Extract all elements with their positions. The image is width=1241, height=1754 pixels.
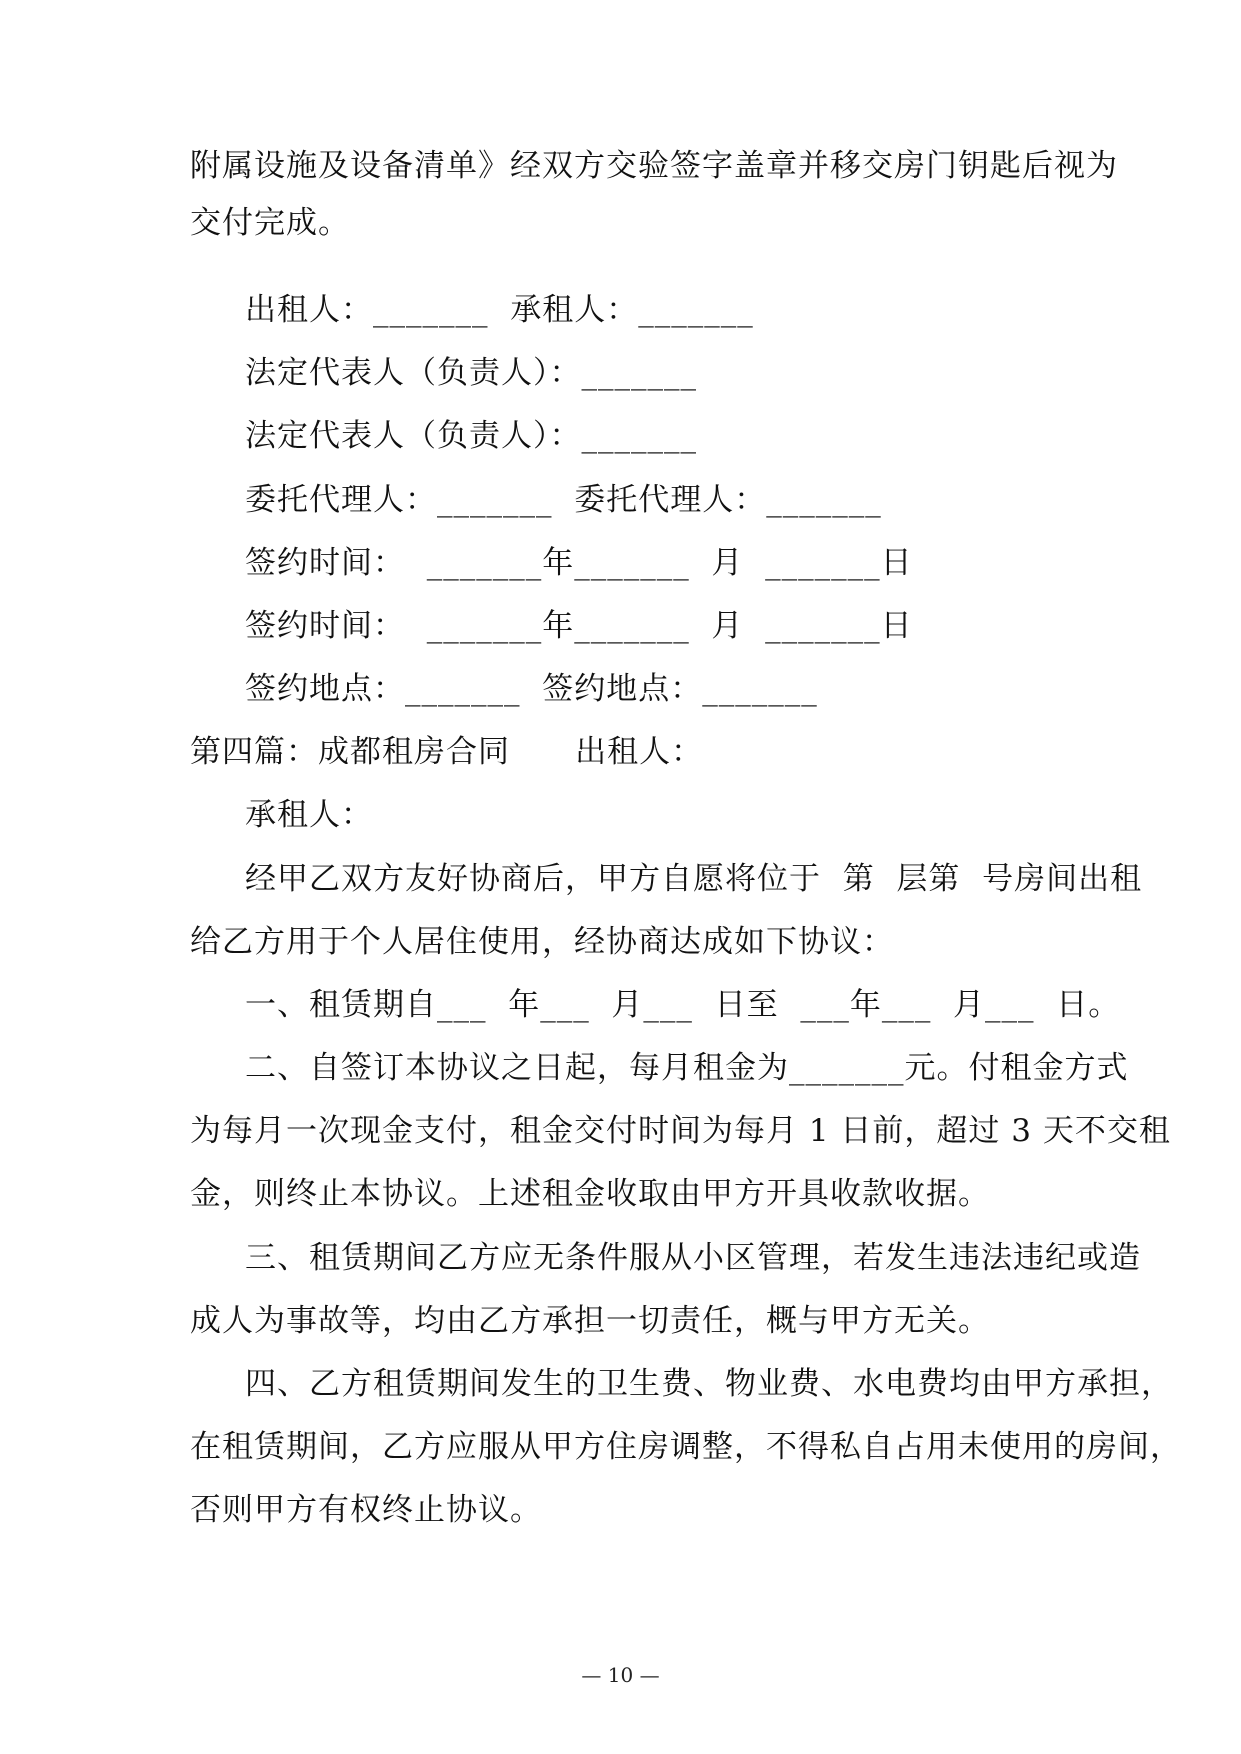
signature-line-legal-rep: 法定代表人（负责人）：_______ [245, 355, 697, 391]
text-line: 附属设施及设备清单》经双方交验签字盖章并移交房门钥匙后视为 [190, 148, 1118, 184]
clause-line: 三、租赁期间乙方应无条件服从小区管理，若发生违法违纪或造 [245, 1240, 1141, 1276]
text-line: 交付完成。 [190, 205, 350, 241]
signature-line-legal-rep: 法定代表人（负责人）：_______ [245, 418, 697, 454]
clause-line: 一、租赁期自___ 年___ 月___ 日至 ___年___ 月___ 日。 [245, 987, 1121, 1023]
signature-line-date: 签约时间： _______年_______ 月 _______日 [245, 545, 913, 581]
text-line: 给乙方用于个人居住使用，经协商达成如下协议： [190, 924, 894, 960]
text-line: 否则甲方有权终止协议。 [190, 1492, 542, 1528]
signature-line-parties: 出租人：_______ 承租人：_______ [245, 292, 754, 328]
text-line: 在租赁期间，乙方应服从甲方住房调整，不得私自占用未使用的房间， [190, 1429, 1182, 1465]
signature-line-agent: 委托代理人：_______ 委托代理人：_______ [245, 482, 882, 518]
text-line: 经甲乙双方友好协商后，甲方自愿将位于 第 层第 号房间出租 [245, 861, 1143, 897]
text-line: 承租人： [245, 797, 373, 833]
clause-line: 四、乙方租赁期间发生的卫生费、物业费、水电费均由甲方承担， [245, 1366, 1173, 1402]
section-heading: 第四篇：成都租房合同 出租人： [190, 734, 704, 770]
text-line: 金，则终止本协议。上述租金收取由甲方开具收款收据。 [190, 1176, 990, 1212]
signature-line-place: 签约地点：_______ 签约地点：_______ [245, 671, 818, 707]
text-line: 成人为事故等，均由乙方承担一切责任，概与甲方无关。 [190, 1303, 990, 1339]
text-line: 为每月一次现金支付，租金交付时间为每月 1 日前，超过 3 天不交租 [190, 1113, 1171, 1149]
page-number: — 10 — [581, 1663, 660, 1687]
clause-line: 二、自签订本协议之日起，每月租金为_______元。付租金方式 [245, 1050, 1129, 1086]
signature-line-date: 签约时间： _______年_______ 月 _______日 [245, 608, 913, 644]
